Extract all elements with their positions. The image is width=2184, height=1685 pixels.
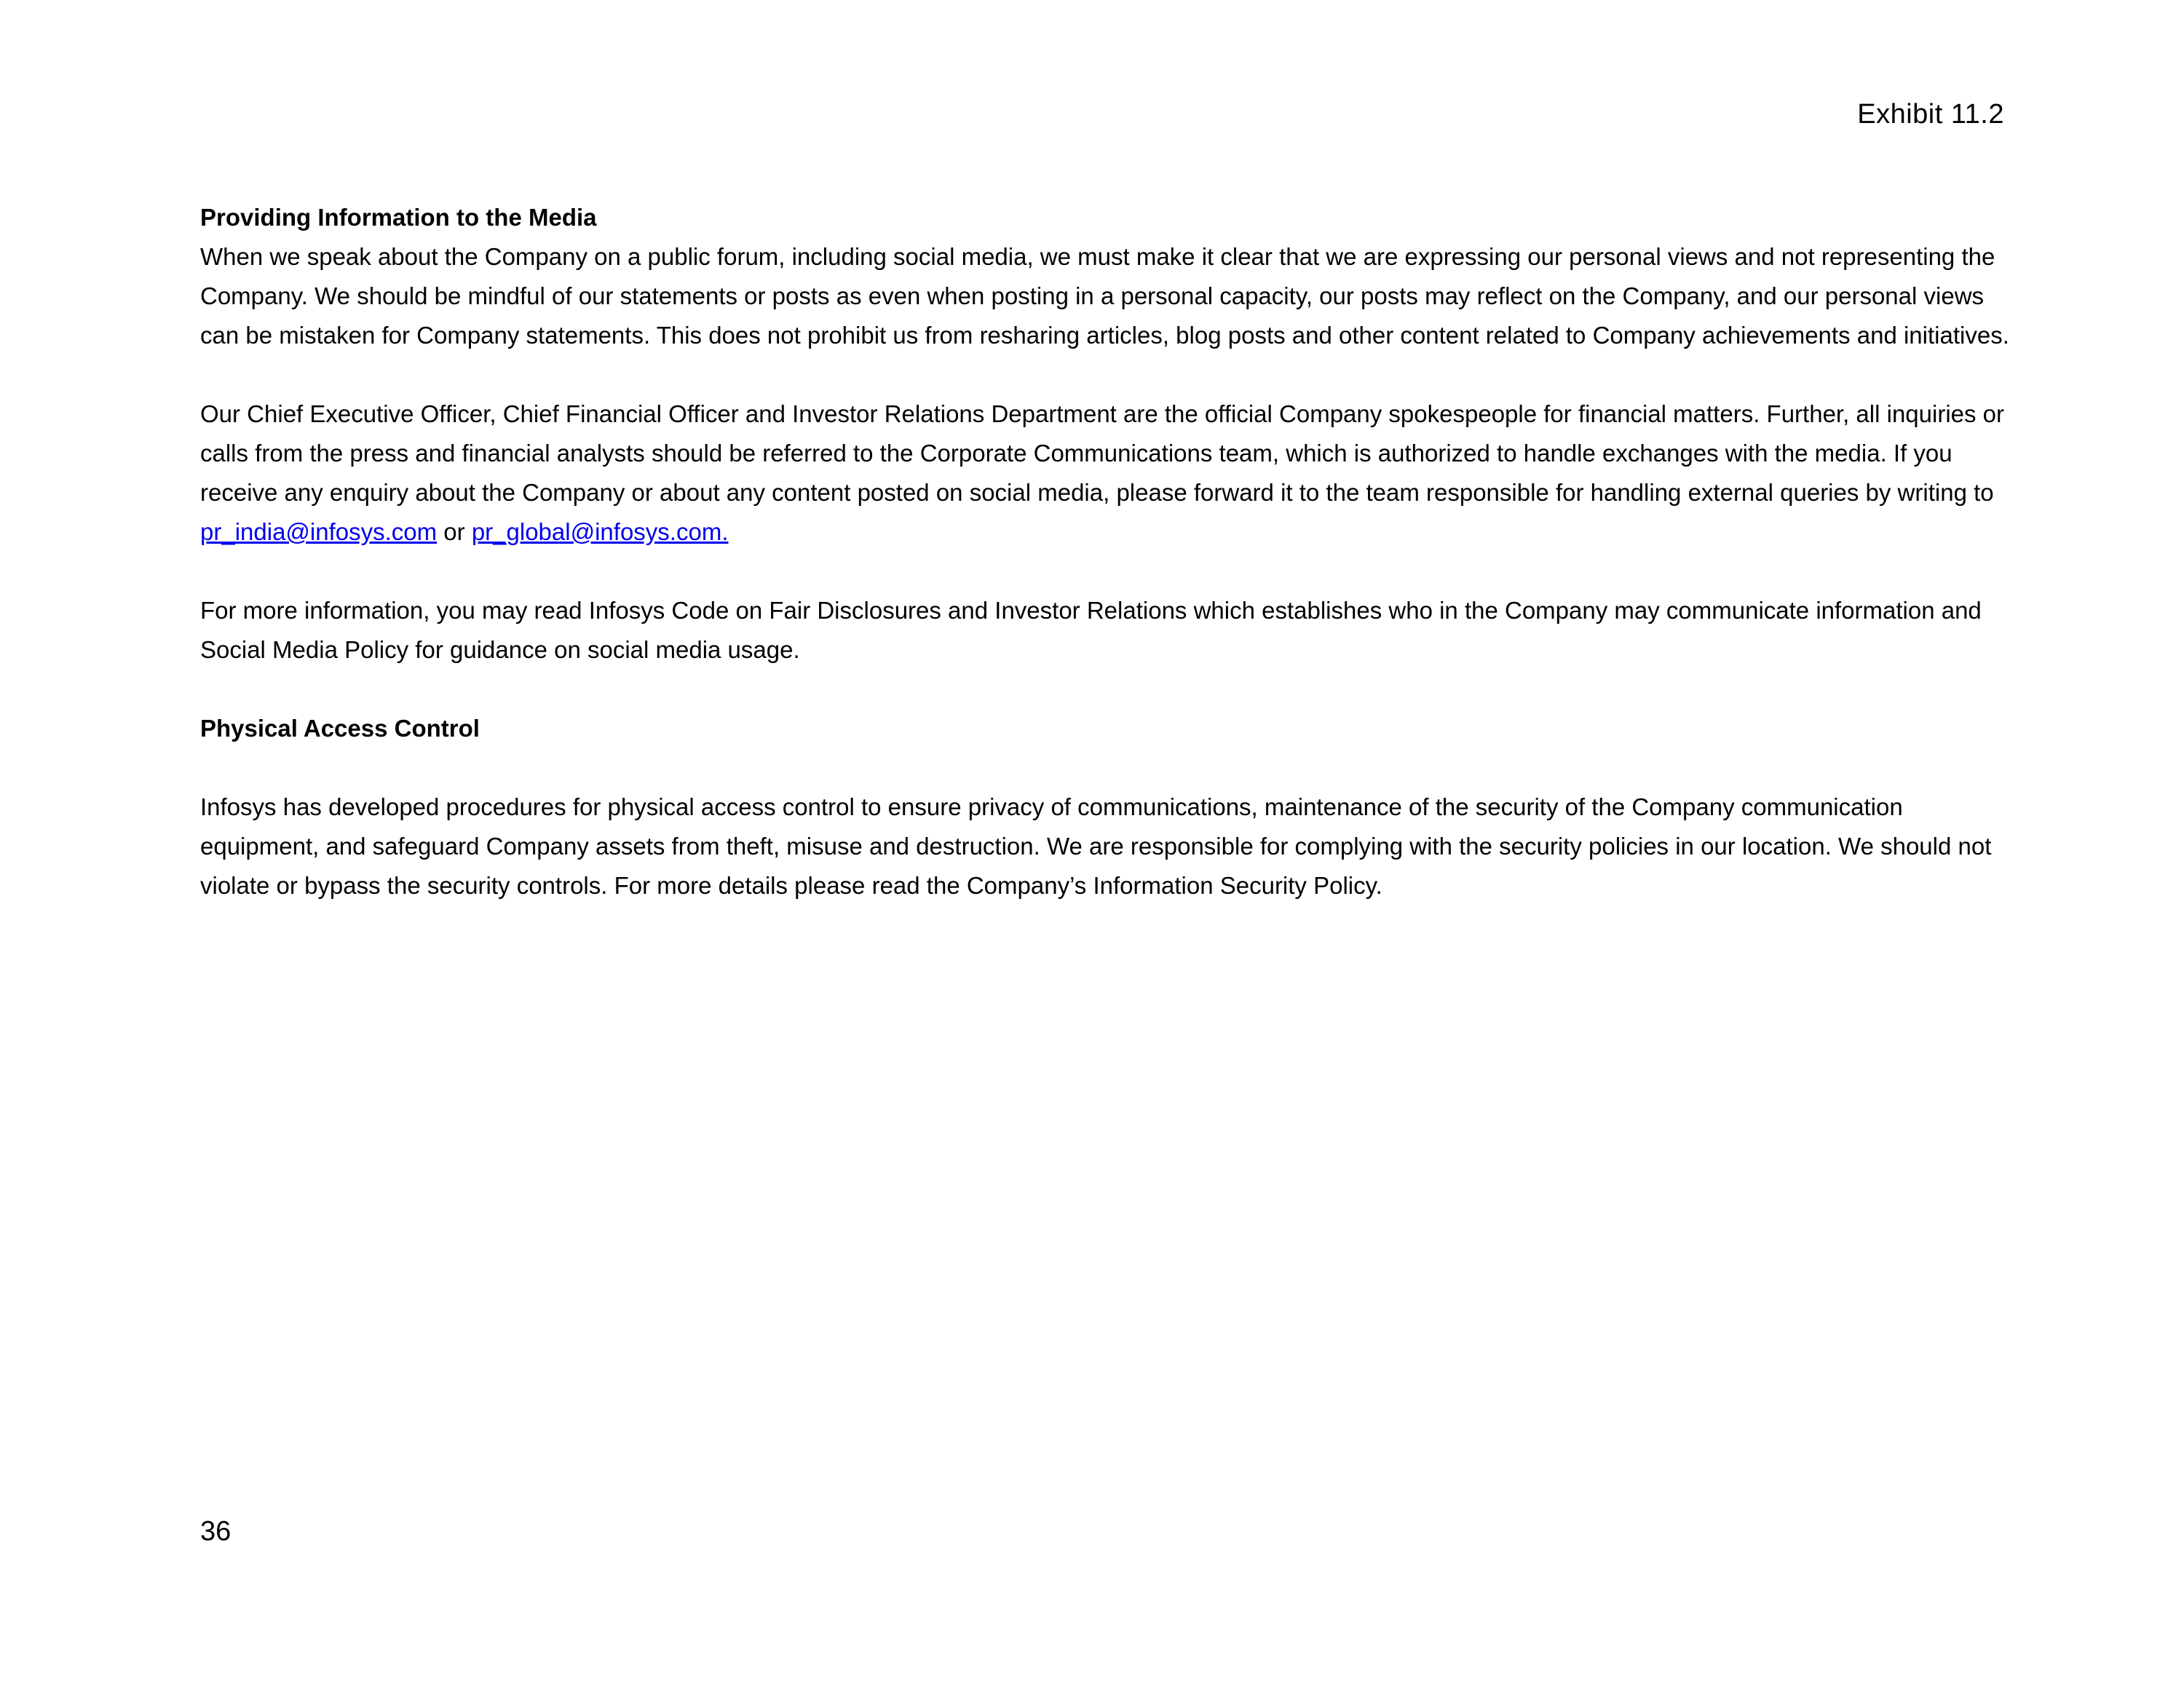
media-paragraph-3: For more information, you may read Infosys Code on Fair Disclosures and Investor Relations which establishes who in the Company may communicate information and Social Media Policy for guidance on social media usage. <box>200 597 1982 663</box>
paragraph-spacer <box>200 552 2013 591</box>
email-connector-text: or <box>437 518 472 545</box>
email-link-pr-india[interactable]: pr_india@infosys.com <box>200 518 438 545</box>
paragraph-spacer <box>200 748 2013 788</box>
access-paragraph-1: Infosys has developed procedures for physical access control to ensure privacy of communications, maintenance of the security of the Company communication equipment, and safeguard Company assets from theft, misuse and destruction. We are responsible for complying with the security policies in our location. We should not violate or bypass the security controls. For more details please read the Company’s Information Security Policy. <box>200 793 1992 899</box>
paragraph-spacer <box>200 355 2013 395</box>
media-paragraph-2-text: Our Chief Executive Officer, Chief Financial Officer and Investor Relations Department are the official Company spokespeople for financial matters. Further, all inquiries or calls from the press and financial analysts should be referred to the Corporate Communications team, which is authorized to handle exchanges with the media. If you receive any enquiry about the Company or about any content posted on social media, please forward it to the team responsible for handling external queries by writing to <box>200 400 2005 506</box>
page-number: 36 <box>200 1516 232 1547</box>
media-paragraph-1: When we speak about the Company on a public forum, including social media, we must make it clear that we are expressing our personal views and not representing the Company. We should be mindful of our statements or posts as even when posting in a personal capacity, our posts may reflect on the Company, and our personal views can be mistaken for Company statements. This does not prohibit us from resharing articles, blog posts and other content related to Company achievements and initiatives. <box>200 243 2009 349</box>
section-heading-media: Providing Information to the Media <box>200 204 597 231</box>
media-paragraph-2 <box>200 395 2013 552</box>
section-heading-access: Physical Access Control <box>200 715 480 742</box>
email-link-pr-global[interactable]: pr_global@infosys.com. <box>471 518 729 545</box>
exhibit-label: Exhibit 11.2 <box>1857 99 2004 130</box>
paragraph-spacer <box>200 670 2013 709</box>
document-body <box>200 198 2013 905</box>
